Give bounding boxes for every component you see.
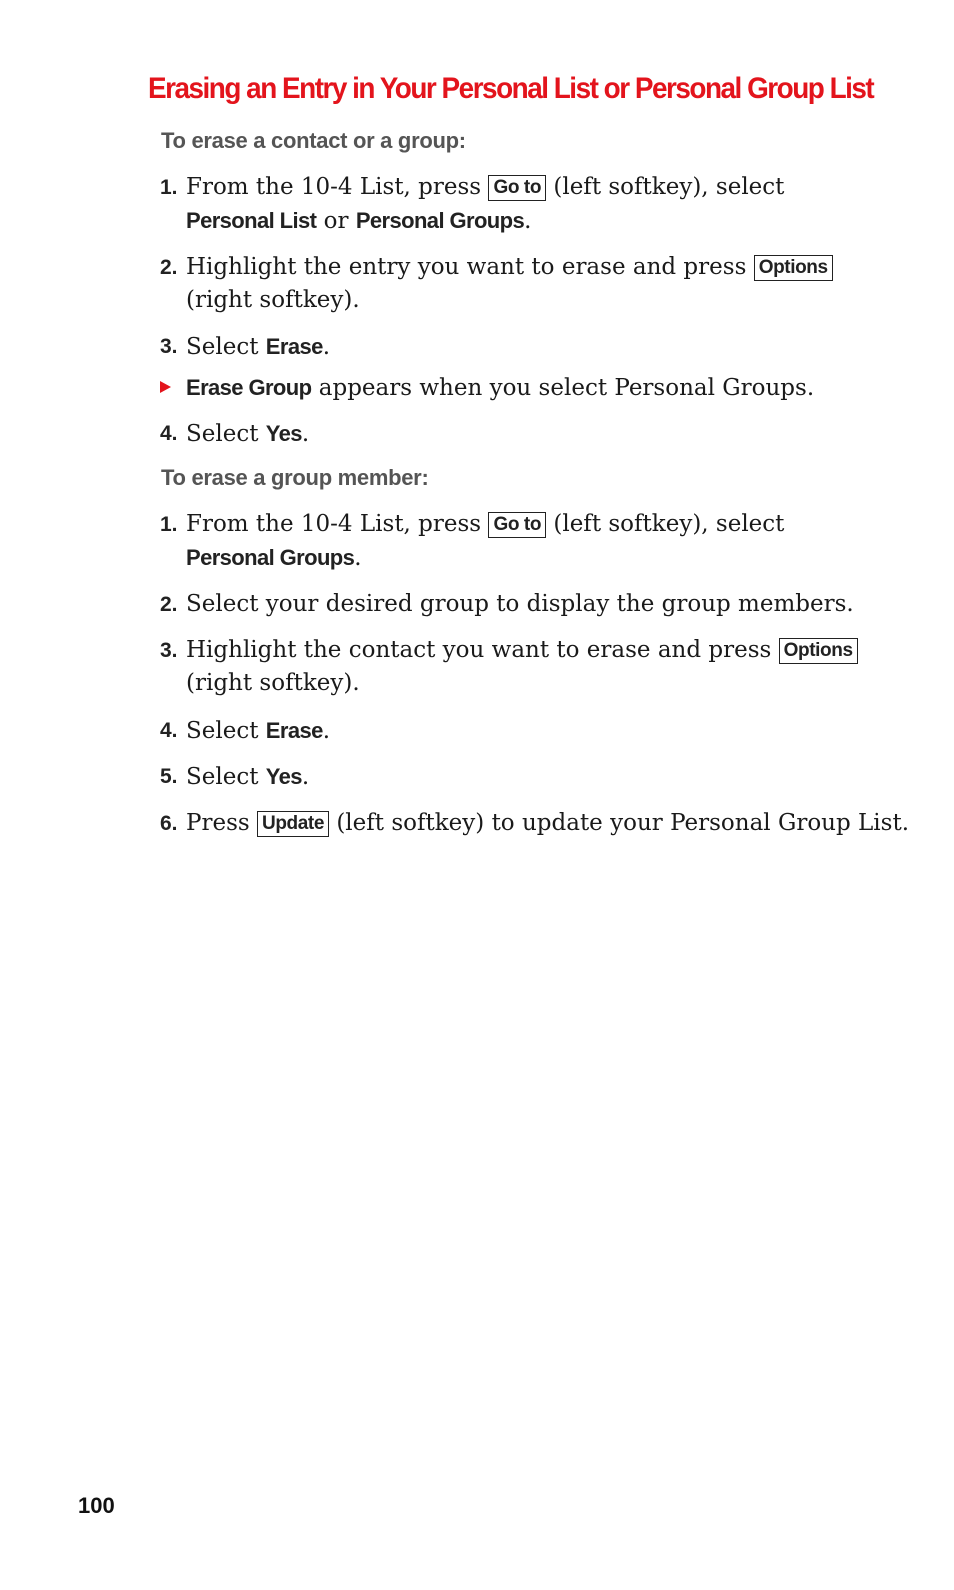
step-number: 3.	[160, 335, 178, 358]
step-text: Highlight the contact you want to erase and press	[186, 637, 772, 663]
step-text: or	[323, 208, 349, 234]
step-text: (right softkey).	[186, 287, 360, 313]
step-2	[160, 588, 900, 621]
punct: .	[354, 545, 362, 571]
step-1	[160, 508, 900, 575]
menu-item-erase: Erase	[265, 334, 323, 359]
arrow-bullet-icon	[160, 381, 171, 393]
step-5	[160, 760, 900, 794]
options-softkey: Options	[754, 255, 833, 281]
menu-item-erase-group: Erase Group	[186, 375, 312, 400]
step-number: 2.	[160, 256, 178, 279]
step-number: 5.	[160, 765, 178, 788]
step-text: (right softkey).	[186, 670, 360, 696]
punct: .	[524, 208, 532, 234]
step-text: (left softkey) to update your Personal Group List.	[336, 810, 910, 836]
menu-item-personal-list: Personal List	[186, 208, 317, 233]
step-number: 6.	[160, 812, 178, 835]
step-6	[160, 807, 920, 840]
step-number: 1.	[160, 176, 178, 199]
step-2	[160, 251, 900, 317]
step-text: Select	[186, 718, 259, 744]
step-text: From the 10-4 List, press	[186, 174, 482, 200]
step-number: 1.	[160, 513, 178, 536]
menu-item-erase: Erase	[265, 718, 323, 743]
step-1	[160, 171, 900, 238]
step-text: Press	[186, 810, 250, 836]
page-title: Erasing an Entry in Your Personal List or Personal Group List	[148, 72, 874, 105]
step-number: 2.	[160, 593, 178, 616]
menu-item-personal-groups: Personal Groups	[355, 208, 525, 233]
step-4	[160, 417, 900, 451]
section-heading-erase-member: To erase a group member:	[161, 465, 429, 490]
note	[160, 371, 900, 405]
goto-softkey: Go to	[488, 512, 546, 538]
menu-item-yes: Yes	[265, 764, 302, 789]
update-softkey: Update	[257, 811, 329, 837]
note-text: appears when you select Personal Groups.	[318, 375, 815, 401]
step-text: Select	[186, 421, 259, 447]
options-softkey: Options	[779, 638, 858, 664]
step-number: 4.	[160, 719, 178, 742]
step-text: (left softkey), select	[553, 174, 785, 200]
step-text: Select	[186, 334, 259, 360]
punct: .	[322, 718, 331, 744]
step-text: Select	[186, 764, 259, 790]
menu-item-personal-groups: Personal Groups	[186, 545, 355, 570]
step-4	[160, 714, 900, 748]
punct: .	[301, 421, 310, 447]
step-text: Highlight the entry you want to erase and press	[186, 254, 747, 280]
section-heading-erase-contact: To erase a contact or a group:	[161, 128, 466, 153]
step-3	[160, 330, 900, 364]
punct: .	[322, 334, 331, 360]
punct: .	[301, 764, 310, 790]
step-3	[160, 634, 900, 700]
page-number: 100	[78, 1493, 115, 1518]
step-number: 3.	[160, 639, 178, 662]
goto-softkey: Go to	[488, 175, 546, 201]
step-text: (left softkey), select	[553, 511, 785, 537]
step-text: Select your desired group to display the group members.	[186, 591, 854, 617]
step-number: 4.	[160, 422, 178, 445]
menu-item-yes: Yes	[265, 421, 302, 446]
step-text: From the 10-4 List, press	[186, 511, 482, 537]
